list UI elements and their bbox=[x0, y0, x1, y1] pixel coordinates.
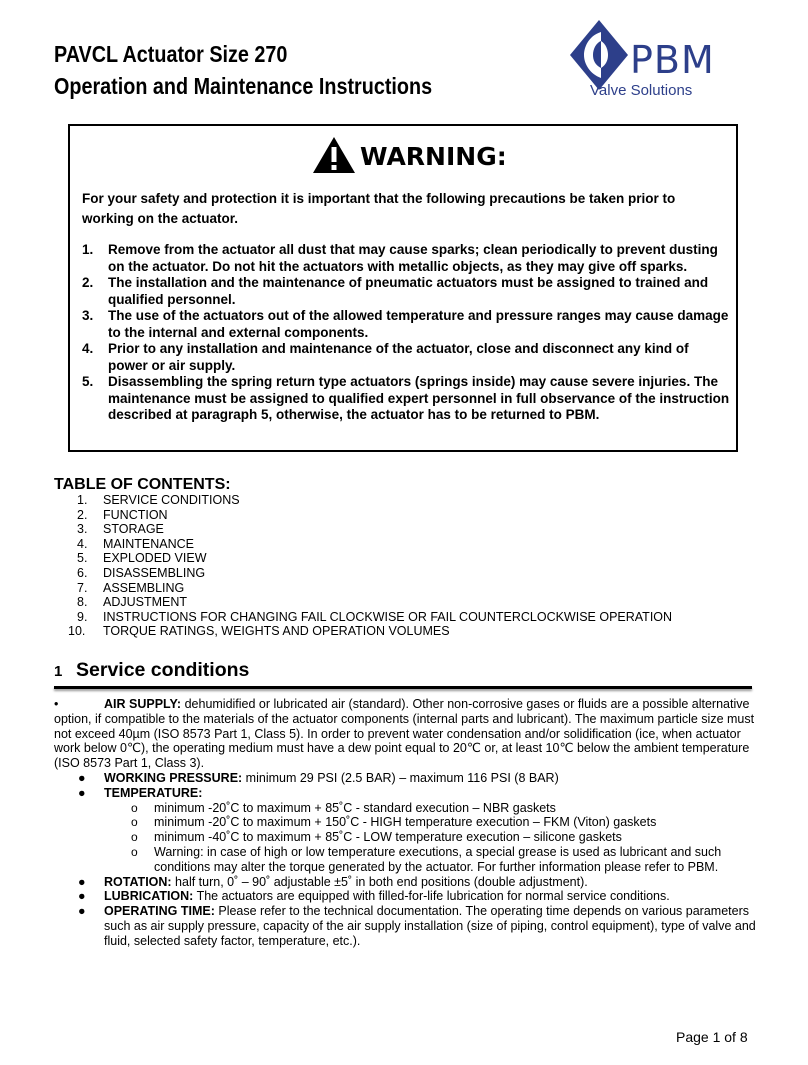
item-number: 2. bbox=[82, 275, 94, 290]
toc-item[interactable] bbox=[54, 624, 754, 639]
item-number: 1. bbox=[82, 242, 94, 257]
toc-label: MAINTENANCE bbox=[103, 536, 194, 551]
item-label: ROTATION: bbox=[104, 874, 172, 889]
bullet-icon: ● bbox=[78, 904, 86, 919]
warning-item bbox=[82, 242, 730, 275]
section-title: Service conditions bbox=[76, 659, 250, 681]
item-text: The use of the actuators out of the allowed temperature and pressure ranges may cause damage to the internal and external components. bbox=[108, 308, 729, 340]
sub-item-text: minimum -40˚C to maximum + 85˚C - LOW temperature execution – silicone gaskets bbox=[154, 830, 622, 845]
sub-item bbox=[104, 801, 756, 816]
toc-item[interactable] bbox=[54, 508, 754, 523]
logo-tagline: Valve Solutions bbox=[590, 82, 693, 99]
warning-triangle-icon bbox=[312, 136, 356, 174]
item-text: Prior to any installation and maintenance of the actuator, close and disconnect any kind of power or air supply. bbox=[108, 341, 689, 373]
toc-number: 7. bbox=[77, 580, 88, 595]
warning-item bbox=[82, 275, 730, 308]
toc-number: 10. bbox=[68, 624, 86, 639]
item-number: 5. bbox=[82, 374, 94, 389]
bullet-icon: ● bbox=[78, 785, 86, 800]
sub-item bbox=[104, 845, 756, 875]
toc-number: 3. bbox=[77, 522, 88, 537]
toc-item[interactable] bbox=[54, 551, 754, 566]
toc-item[interactable] bbox=[54, 537, 754, 552]
toc-number: 4. bbox=[77, 536, 88, 551]
pbm-diamond-icon bbox=[568, 18, 630, 92]
item-text: half turn, 0˚ – 90˚ adjustable ±5˚ in both end positions (double adjustment). bbox=[171, 874, 588, 889]
title-line-2: Operation and Maintenance Instructions bbox=[54, 73, 433, 99]
bullet-icon: ● bbox=[78, 770, 86, 785]
item-label: LUBRICATION: bbox=[104, 889, 194, 904]
item-text: The actuators are equipped with filled-for-life lubrication for normal service conditions. bbox=[193, 889, 670, 904]
toc-number: 1. bbox=[77, 493, 88, 507]
warning-list bbox=[82, 242, 730, 424]
warning-intro: For your safety and protection it is important that the following precautions be taken prior to working on the actuator. bbox=[82, 191, 676, 226]
list-item bbox=[54, 786, 756, 875]
section-body bbox=[54, 697, 756, 949]
title-line-1: PAVCL Actuator Size 270 bbox=[54, 41, 288, 67]
document-title bbox=[54, 38, 432, 102]
toc-number: 5. bbox=[77, 551, 88, 566]
circle-bullet-icon: o bbox=[131, 815, 138, 830]
toc-item[interactable] bbox=[54, 581, 754, 596]
list-item bbox=[54, 904, 756, 948]
toc-title: TABLE OF CONTENTS: bbox=[54, 476, 231, 493]
warning-box bbox=[68, 124, 738, 452]
toc-label: DISASSEMBLING bbox=[103, 565, 206, 580]
air-supply-label: AIR SUPPLY: bbox=[104, 697, 182, 711]
circle-bullet-icon: o bbox=[131, 800, 138, 815]
toc-label: TORQUE RATINGS, WEIGHTS AND OPERATION VOLUMES bbox=[103, 624, 450, 639]
sub-item-text: minimum -20˚C to maximum + 85˚C - standard execution – NBR gaskets bbox=[154, 800, 556, 815]
item-label: OPERATING TIME: bbox=[104, 904, 215, 919]
bullet-icon: ● bbox=[78, 874, 86, 889]
item-number: 4. bbox=[82, 341, 94, 356]
toc-label: STORAGE bbox=[103, 522, 164, 537]
toc-label: INSTRUCTIONS FOR CHANGING FAIL CLOCKWISE OR FAIL COUNTERCLOCKWISE OPERATION bbox=[103, 609, 673, 624]
circle-bullet-icon: o bbox=[131, 830, 138, 845]
conditions-list bbox=[54, 771, 756, 949]
page-number: Page 1 of 8 bbox=[676, 1029, 748, 1045]
warning-label: WARNING: bbox=[360, 142, 507, 171]
toc-number: 2. bbox=[77, 507, 88, 522]
temperature-sublist bbox=[104, 801, 756, 875]
section-divider bbox=[54, 686, 752, 689]
item-label: TEMPERATURE: bbox=[104, 785, 203, 800]
toc-item[interactable] bbox=[54, 493, 754, 508]
toc-label: ADJUSTMENT bbox=[103, 595, 188, 610]
toc-label: FUNCTION bbox=[103, 507, 168, 522]
toc-item[interactable] bbox=[54, 595, 754, 610]
toc-item[interactable] bbox=[54, 522, 754, 537]
sub-item bbox=[104, 815, 756, 830]
logo-name: PBM bbox=[630, 38, 715, 82]
toc-number: 8. bbox=[77, 595, 88, 610]
toc-label: EXPLODED VIEW bbox=[103, 551, 207, 566]
air-supply-text: dehumidified or lubricated air (standard). Other non-corrosive gases or fluids are a possible alternative option, if compatible to the materials of the actuator components (internal parts and lubricant). The maximum particle size must not exceed 40µm (ISO 8573 Part 1, Class 5). In order to prevent water condensation and/or solidification (ice, when actuator work below 0℃), the operating medium must have a dew point equal to 20℃ or, at least 10℃ below the ambient temperature (ISO 8573 Part 1, Class 3). bbox=[54, 697, 755, 771]
circle-bullet-icon: o bbox=[131, 844, 138, 859]
item-text: Remove from the actuator all dust that may cause sparks; clean periodically to prevent dusting on the actuator. Do not hit the actuators with metallic objects, as they may give off sparks. bbox=[108, 242, 718, 274]
item-text: minimum 29 PSI (2.5 BAR) – maximum 116 PSI (8 BAR) bbox=[242, 770, 559, 785]
air-supply-paragraph bbox=[54, 697, 756, 771]
item-label: WORKING PRESSURE: bbox=[104, 770, 243, 785]
section-heading bbox=[54, 658, 249, 684]
sub-item bbox=[104, 830, 756, 845]
bullet: • bbox=[54, 697, 59, 711]
bullet-icon: ● bbox=[78, 889, 86, 904]
toc-label: SERVICE CONDITIONS bbox=[103, 493, 240, 507]
list-item bbox=[54, 875, 756, 890]
sub-item-text: minimum -20˚C to maximum + 150˚C - HIGH temperature execution – FKM (Viton) gaskets bbox=[154, 815, 657, 830]
list-item bbox=[54, 889, 756, 904]
warning-item bbox=[82, 308, 730, 341]
toc-item[interactable] bbox=[54, 610, 754, 625]
toc-number: 9. bbox=[77, 609, 88, 624]
toc-item[interactable] bbox=[54, 566, 754, 581]
item-number: 3. bbox=[82, 308, 94, 323]
warning-item bbox=[82, 374, 730, 424]
sub-item-text: Warning: in case of high or low temperature executions, a special grease is used as lubricant and such conditions may alter the torque generated by the actuator. For further information please refer to PBM. bbox=[154, 844, 722, 874]
table-of-contents bbox=[54, 493, 754, 639]
item-text: Disassembling the spring return type actuators (springs inside) may cause severe injuries. The maintenance must be assigned to qualified expert personnel in full observance of the instruction described at paragraph 5, otherwise, the actuator has to be returned to PBM. bbox=[108, 374, 730, 422]
toc-number: 6. bbox=[77, 565, 88, 580]
list-item bbox=[54, 771, 756, 786]
item-text: The installation and the maintenance of pneumatic actuators must be assigned to trained and qualified personnel. bbox=[108, 275, 709, 307]
toc-label: ASSEMBLING bbox=[103, 580, 185, 595]
section-number: 1 bbox=[54, 663, 63, 680]
pbm-logo bbox=[568, 18, 728, 104]
warning-item bbox=[82, 341, 730, 374]
item-text: Please refer to the technical documentation. The operating time depends on various parameters such as air supply pressure, capacity of the air supply installation (size of piping, control equipment), type of valve and fluid, selected safety factor, temperature, etc.). bbox=[104, 904, 756, 948]
